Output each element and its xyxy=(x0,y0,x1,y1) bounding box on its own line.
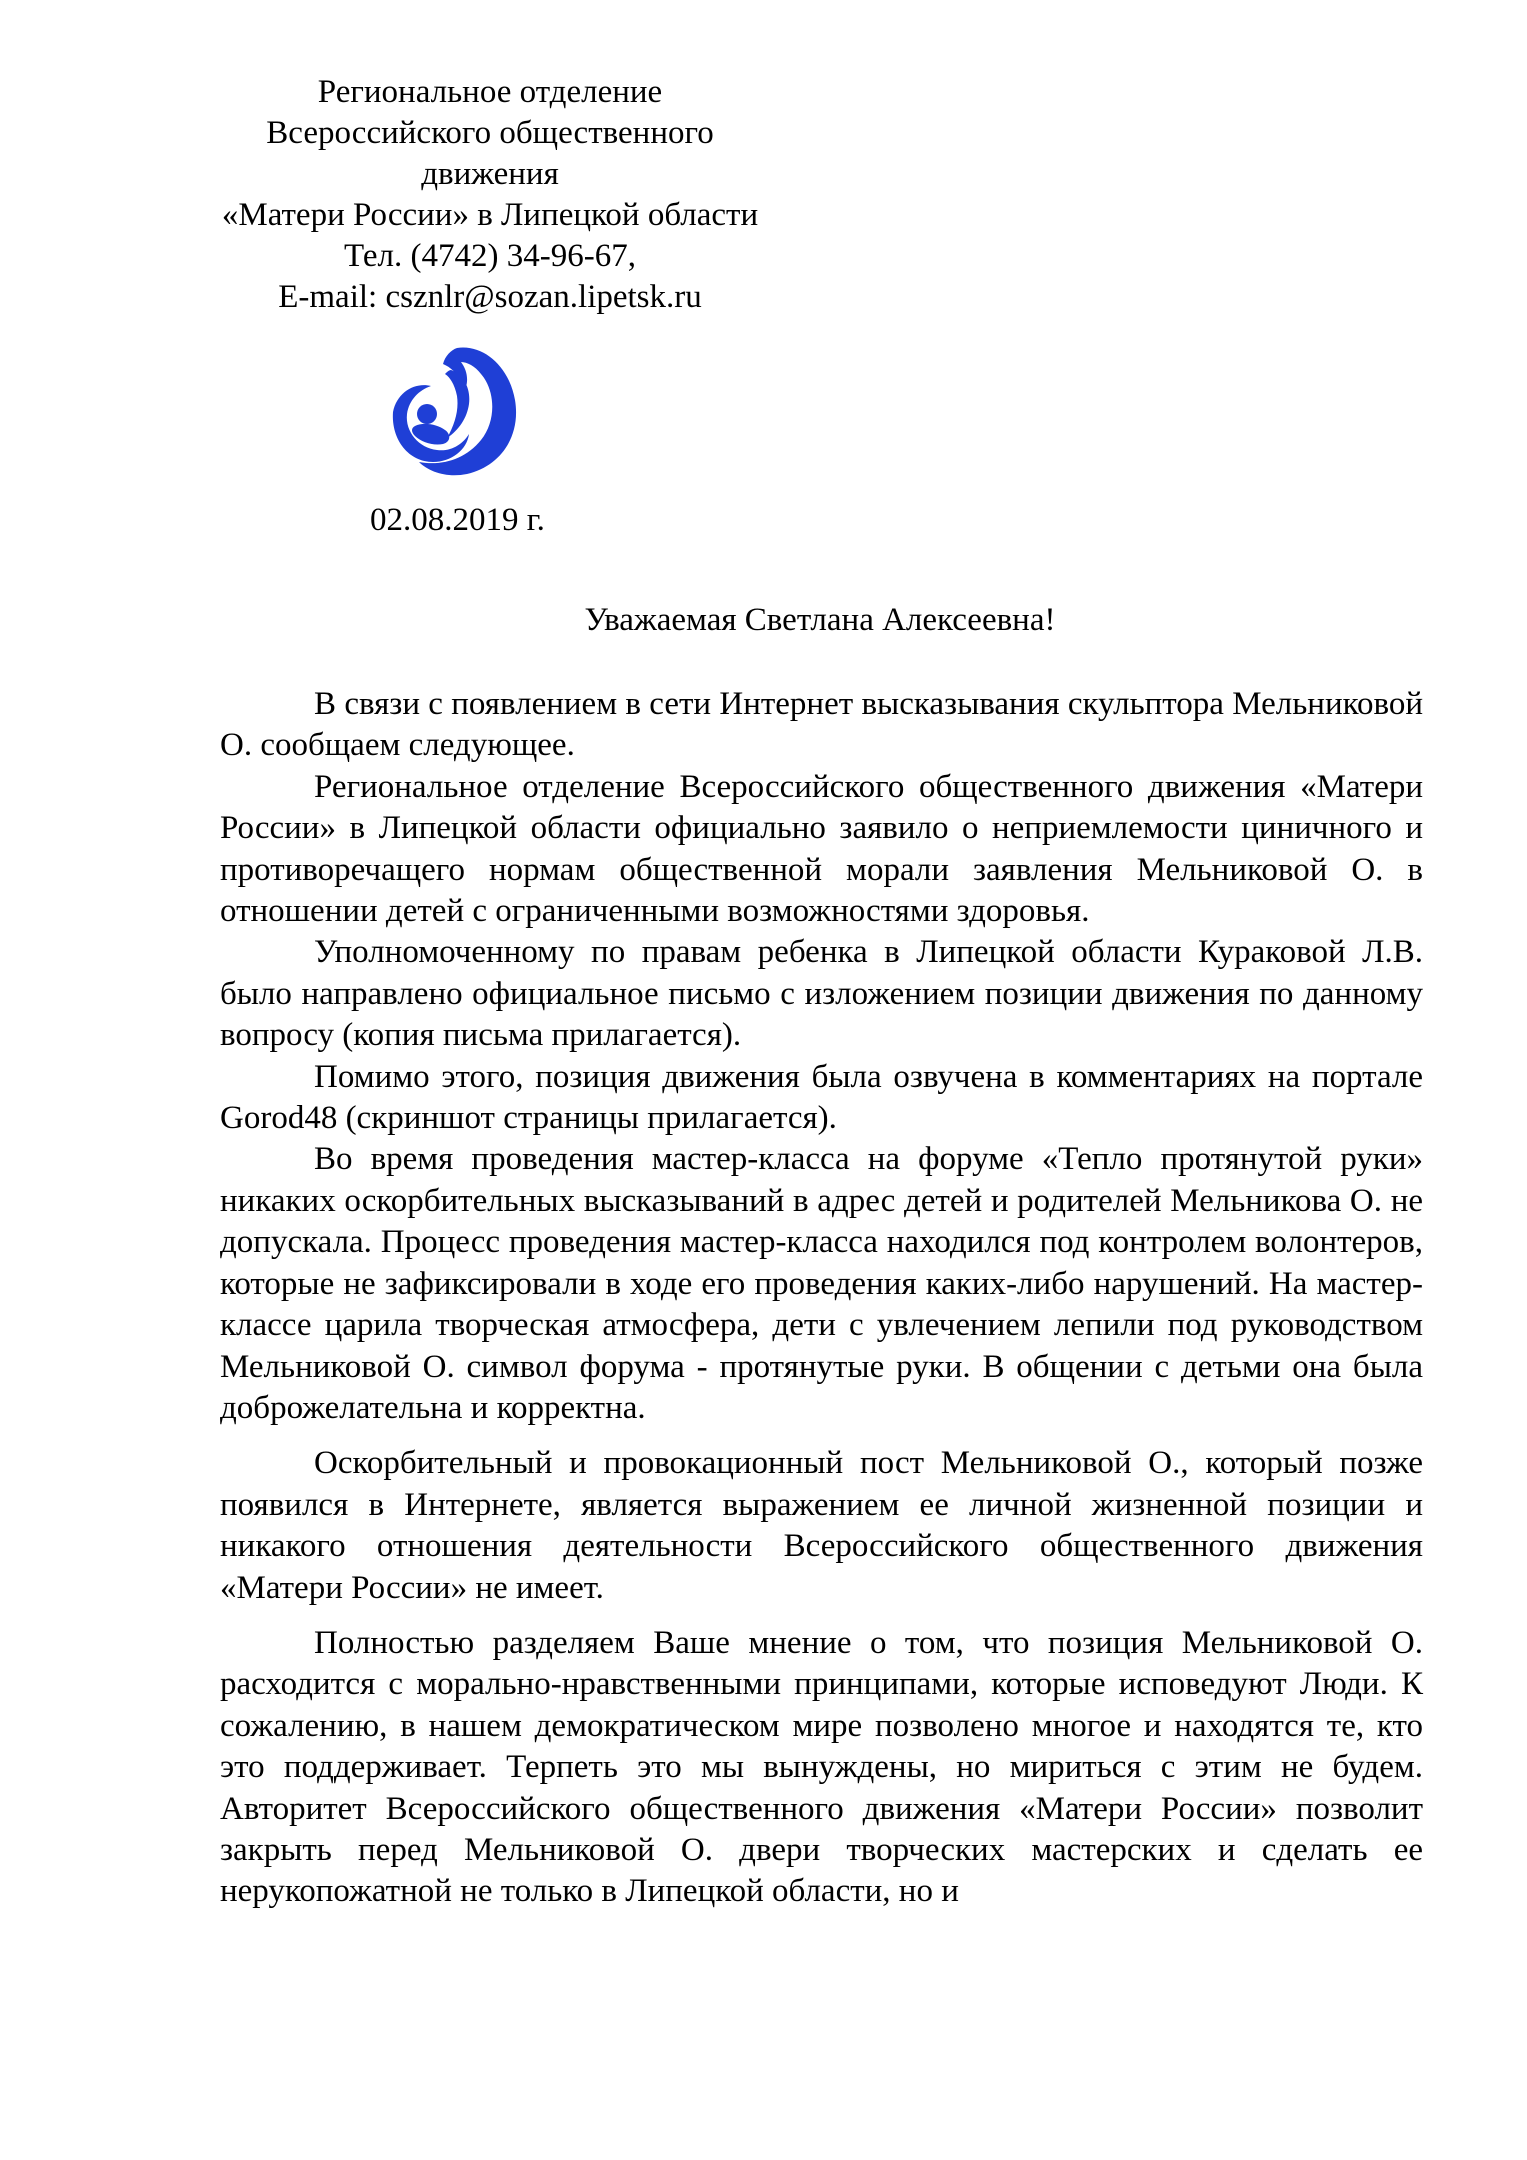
mother-child-logo-icon xyxy=(385,340,525,480)
body-paragraph: Во время проведения мастер-класса на форуме «Тепло протянутой руки» никаких оскорбительных высказываний в адрес детей и родителей Мельникова О. не допускала. Процесс проведения мастер-класса находился под контролем волонтеров, которые не зафиксировали в ходе его проведения каких-либо нарушений. На мастер-классе царила творческая атмосфера, дети с увлечением лепили под руководством Мельниковой О. символ форума - протянутые руки. В общении с детьми она была доброжелательна и корректна. xyxy=(220,1141,1423,1426)
letterhead-line: движения xyxy=(421,156,559,192)
letterhead-line: «Матери России» в Липецкой области xyxy=(221,197,759,233)
letterhead-email: E-mail: csznlr@sozan.lipetsk.ru xyxy=(278,279,702,315)
letterhead xyxy=(150,72,830,318)
body-paragraph: Уполномоченному по правам ребенка в Липецкой области Кураковой Л.В. было направлено официальное письмо с изложением позиции движения по данному вопросу (копия письма прилагается). xyxy=(220,934,1423,1054)
body-paragraph: Помимо этого, позиция движения была озвучена в комментариях на портале Gorod48 (скриншот страницы прилагается). xyxy=(220,1058,1423,1137)
letterhead-line: Всероссийского общественного xyxy=(266,115,714,151)
letter-date: 02.08.2019 г. xyxy=(370,502,545,538)
letterhead-phone: Тел. (4742) 34-96-67, xyxy=(344,238,636,274)
body-paragraph: Оскорбительный и провокационный пост Мельниковой О., который позже появился в Интернете, является выражением ее личной жизненной позиции и никакого отношения деятельности Всероссийского общественного движения «Матери России» не имеет. xyxy=(220,1445,1423,1606)
body-paragraph: Полностью разделяем Ваше мнение о том, что позиция Мельниковой О. расходится с морально-нравственными принципами, которые исповедуют Люди. К сожалению, в нашем демократическом мире позволено многое и находятся те, кто это поддерживает. Терпеть это мы вынуждены, но мириться с этим не будем. Авторитет Всероссийского общественного движения «Матери России» позволит закрыть перед Мельниковой О. двери творческих мастерских и сделать ее нерукопожатной не только в Липецкой области, но и xyxy=(220,1624,1423,1910)
body-paragraph: Региональное отделение Всероссийского общественного движения «Матери России» в Липецкой области официально заявило о неприемлемости циничного и противоречащего нормам общественной морали заявления Мельниковой О. в отношении детей с ограниченными возможностями здоровья. xyxy=(220,768,1423,930)
letterhead-line: Региональное отделение xyxy=(317,74,663,110)
salutation: Уважаемая Светлана Алексеевна! xyxy=(584,602,1056,638)
body-paragraph: В связи с появлением в сети Интернет высказывания скульптора Мельниковой О. сообщаем следующее. xyxy=(220,686,1423,764)
letter-body xyxy=(220,684,1423,1913)
